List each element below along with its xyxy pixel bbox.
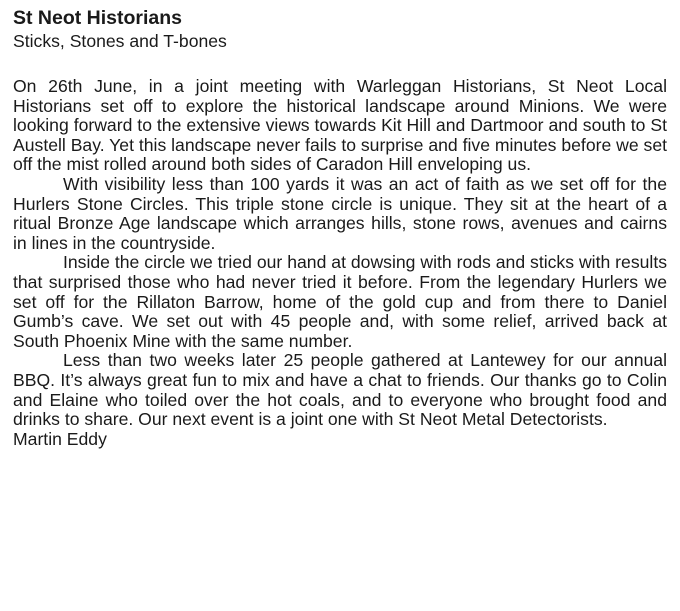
article <box>13 6 667 449</box>
paragraph-3: Inside the circle we tried our hand at dowsing with rods and sticks with results that surprised those who had never tried it before. From the legendary Hurlers we set off for the Rillaton Barrow, home of the gold cup and from there to Daniel Gumb’s cave. We set out with 45 people and, with some relief, arrived back at South Phoenix Mine with the same number. <box>13 252 667 351</box>
article-subtitle: Sticks, Stones and T-bones <box>13 31 227 51</box>
paragraph-4: Less than two weeks later 25 people gathered at Lantewey for our annual BBQ. It’s always great fun to mix and have a chat to friends. Our thanks go to Colin and Elaine who toiled over the hot coals, and to everyone who brought food and drinks to share. Our next event is a joint one with St Neot Metal Detectorists. <box>13 350 667 430</box>
author-name: Martin Eddy <box>13 428 107 449</box>
paragraph-2: With visibility less than 100 yards it was an act of faith as we set off for the Hurlers Stone Circles. This triple stone circle is unique. They sit at the heart of a ritual Bronze Age landscape which arranges hills, stone rows, avenues and cairns in lines in the countryside. <box>13 173 667 253</box>
paragraph-1: On 26th June, in a joint meeting with Warleggan Historians, St Neot Local Historians set off to explore the historical landscape around Minions. We were looking forward to the extensive views towards Kit Hill and Dartmoor and south to St Austell Bay. Yet this landscape never fails to surprise and five minutes before we set off the mist rolled around both sides of Caradon Hill enveloping us. <box>13 76 667 175</box>
article-title: St Neot Historians <box>13 7 183 29</box>
